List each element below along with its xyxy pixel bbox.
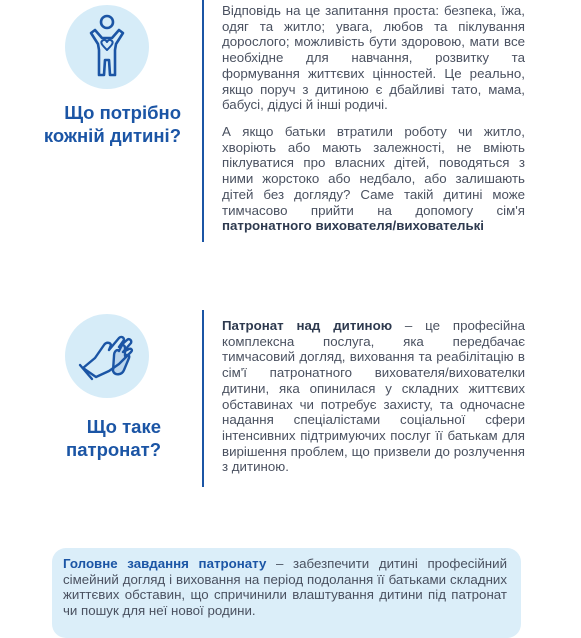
section2-divider — [202, 310, 204, 487]
section2-heading: Що таке патронат? — [66, 416, 161, 460]
section1-paragraph-2-bold: патронатного вихователя/вихователькі — [222, 218, 484, 234]
main-task-bold: Головне завдання патронату — [63, 556, 267, 571]
hands-protect-icon — [65, 314, 149, 398]
child-heart-icon — [65, 5, 149, 89]
section1-icon-circle — [65, 5, 149, 89]
section2-paragraph — [222, 318, 525, 475]
section2-paragraph-bold: Патронат над дитиною — [222, 318, 393, 333]
section2-icon-circle — [65, 314, 149, 398]
main-task-text — [63, 556, 507, 619]
section1-paragraph-2-text: А якщо батьки втратили роботу чи житло, хворіють або мають залежності, не вміють піклуватися про власних дітей, поводяться з ними жорстоко або недбало, або залишають дітей без догляду? Саме такій дитині може тимчасово прийти на допомогу сім'я — [222, 124, 525, 218]
section1-paragraph-1: Відповідь на це запитання проста: безпека, їжа, одяг та житло; увага, любов та піклування дорослого; можливість бути здоровою, мати все необхідне для навчання, розвитку та формування життєвих цінностей. Це реально, якщо поруч з дитиною є дбайливі тато, мама, бабусі, дідусі й інші родичі. — [222, 3, 525, 113]
section2-paragraph-text: – це професійна комплексна послуга, яка передбачає тимчасовий догляд, виховання та реабілітацію в сім'ї патронатного вихователя/вихователки дитини, яка опинилася у складних життєвих обставинах чи потребує захисту, та одночасне надання спеціалістами соціальної сфери інтенсивних підтримуючих послуг її батькам для вирішення проблем, що призвели до розлучення з дитиною. — [222, 318, 526, 475]
section1-divider — [202, 0, 204, 242]
section1-heading: Що потрібно кожній дитині? — [43, 102, 181, 146]
section1-paragraph-2 — [222, 124, 525, 234]
main-task-rest: – забезпечити дитині професійний сімейний догляд і виховання на період подолання її батьками складних життєвих обставин, що спричинили влаштування дитини під патронат чи пошук для неї нової родини. — [63, 556, 507, 619]
